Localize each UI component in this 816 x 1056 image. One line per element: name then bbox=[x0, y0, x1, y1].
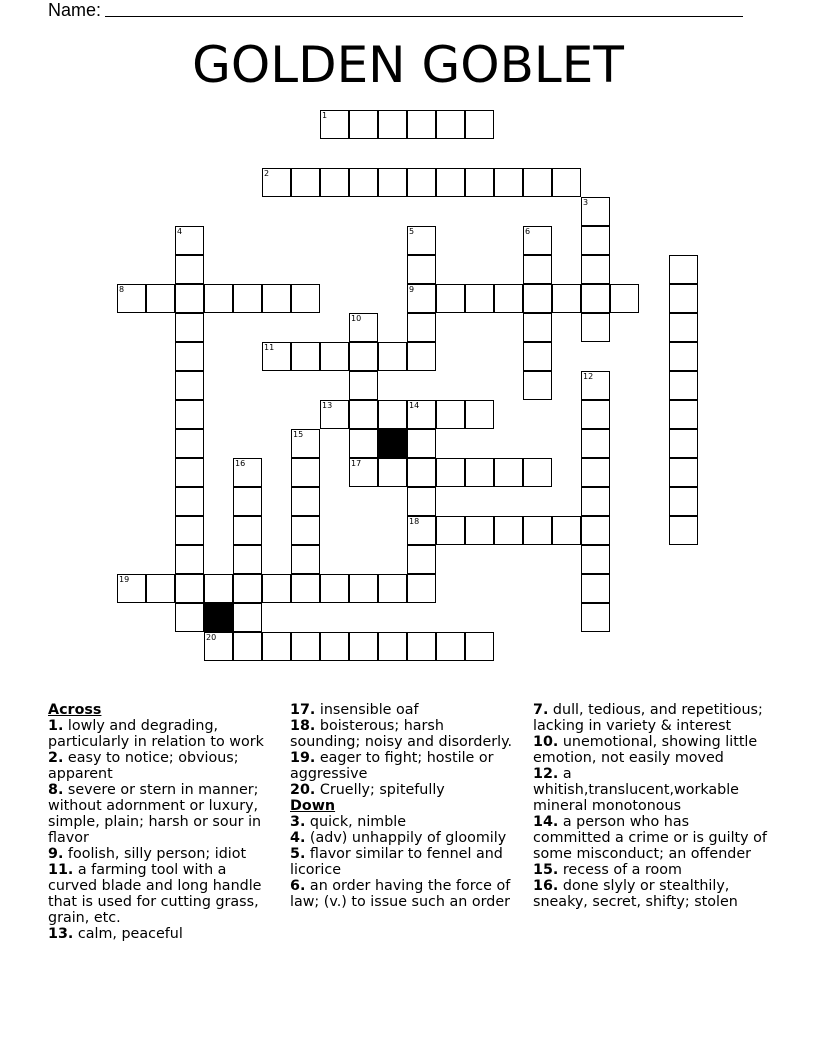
grid-cell[interactable] bbox=[436, 168, 465, 197]
grid-cell[interactable] bbox=[233, 545, 262, 574]
grid-cell[interactable] bbox=[581, 226, 610, 255]
grid-cell[interactable] bbox=[262, 284, 291, 313]
grid-cell[interactable] bbox=[175, 458, 204, 487]
clue-item-number: 11. bbox=[48, 862, 74, 878]
clue-item-number: 14. bbox=[533, 814, 559, 830]
grid-cell[interactable] bbox=[581, 313, 610, 342]
grid-cell[interactable] bbox=[581, 284, 610, 313]
clue-item-text: insensible oaf bbox=[315, 702, 419, 718]
grid-cell[interactable] bbox=[523, 255, 552, 284]
grid-cell[interactable] bbox=[581, 371, 610, 400]
clue-number: 8 bbox=[119, 285, 125, 294]
grid-cell[interactable] bbox=[349, 371, 378, 400]
black-cell bbox=[204, 603, 233, 632]
clue-number: 3 bbox=[583, 198, 589, 207]
clues-column-1 bbox=[48, 702, 274, 942]
grid-cell[interactable] bbox=[581, 487, 610, 516]
clue-item-number: 20. bbox=[290, 782, 316, 798]
clue-number: 20 bbox=[206, 633, 217, 642]
grid-cell[interactable] bbox=[175, 313, 204, 342]
grid-cell[interactable] bbox=[407, 458, 436, 487]
grid-cell[interactable] bbox=[291, 545, 320, 574]
grid-cell[interactable] bbox=[146, 574, 175, 603]
clue-item-number: 6. bbox=[290, 878, 306, 894]
clue-item-number: 15. bbox=[533, 862, 559, 878]
clue-item bbox=[533, 814, 769, 862]
clue-number: 19 bbox=[119, 575, 130, 584]
clue-item bbox=[48, 782, 274, 846]
grid-cell[interactable] bbox=[175, 284, 204, 313]
clue-item-text: severe or stern in manner; without adornment or luxury, simple, plain; harsh or sour in flavor bbox=[48, 782, 262, 846]
grid-cell[interactable] bbox=[407, 342, 436, 371]
grid-cell[interactable] bbox=[581, 458, 610, 487]
grid-cell[interactable] bbox=[175, 226, 204, 255]
clue-item bbox=[290, 782, 518, 798]
grid-cell[interactable] bbox=[436, 516, 465, 545]
clue-item-text: recess of a room bbox=[558, 862, 682, 878]
grid-cell[interactable] bbox=[581, 197, 610, 226]
clue-item-number: 1. bbox=[48, 718, 64, 734]
clue-item bbox=[290, 846, 518, 878]
grid-cell[interactable] bbox=[233, 516, 262, 545]
clue-item bbox=[290, 830, 518, 846]
grid-cell[interactable] bbox=[378, 574, 407, 603]
clue-item bbox=[48, 846, 274, 862]
clue-number: 15 bbox=[293, 430, 304, 439]
grid-cell[interactable] bbox=[233, 603, 262, 632]
clue-item bbox=[48, 718, 274, 750]
clue-item-number: 2. bbox=[48, 750, 64, 766]
grid-cell[interactable] bbox=[175, 400, 204, 429]
grid-cell[interactable] bbox=[175, 603, 204, 632]
clue-item-number: 16. bbox=[533, 878, 559, 894]
grid-cell[interactable] bbox=[552, 516, 581, 545]
grid-cell[interactable] bbox=[494, 458, 523, 487]
grid-cell[interactable] bbox=[175, 429, 204, 458]
grid-cell[interactable] bbox=[320, 400, 349, 429]
clue-number: 14 bbox=[409, 401, 420, 410]
across-header: Across bbox=[48, 702, 102, 718]
clue-item-number: 17. bbox=[290, 702, 316, 718]
clue-number: 17 bbox=[351, 459, 362, 468]
grid-cell[interactable] bbox=[291, 574, 320, 603]
name-label: Name: bbox=[48, 0, 102, 20]
clue-item-number: 13. bbox=[48, 926, 74, 942]
grid-cell[interactable] bbox=[233, 487, 262, 516]
grid-cell[interactable] bbox=[320, 574, 349, 603]
clue-item bbox=[533, 878, 769, 910]
page-title: GOLDEN GOBLET bbox=[192, 36, 624, 94]
clue-number: 12 bbox=[583, 372, 594, 381]
clue-number: 10 bbox=[351, 314, 362, 323]
clue-number: 4 bbox=[177, 227, 183, 236]
grid-cell[interactable] bbox=[581, 429, 610, 458]
grid-cell[interactable] bbox=[436, 458, 465, 487]
clue-item-text: a farming tool with a curved blade and long handle that is used for cutting grass, grain, etc. bbox=[48, 862, 262, 926]
grid-cell[interactable] bbox=[669, 487, 698, 516]
grid-cell[interactable] bbox=[233, 284, 262, 313]
clue-item-number: 4. bbox=[290, 830, 306, 846]
grid-cell[interactable] bbox=[320, 342, 349, 371]
grid-cell[interactable] bbox=[436, 110, 465, 139]
grid-cell[interactable] bbox=[669, 400, 698, 429]
grid-cell[interactable] bbox=[581, 400, 610, 429]
grid-cell[interactable] bbox=[407, 516, 436, 545]
grid-cell[interactable] bbox=[349, 632, 378, 661]
grid-cell[interactable] bbox=[146, 284, 175, 313]
grid-cell[interactable] bbox=[117, 284, 146, 313]
clue-number: 16 bbox=[235, 459, 246, 468]
grid-cell[interactable] bbox=[378, 458, 407, 487]
grid-cell[interactable] bbox=[552, 168, 581, 197]
grid-cell[interactable] bbox=[523, 226, 552, 255]
grid-cell[interactable] bbox=[494, 168, 523, 197]
grid-cell[interactable] bbox=[291, 632, 320, 661]
black-cell bbox=[378, 429, 407, 458]
grid-cell[interactable] bbox=[581, 255, 610, 284]
clue-number: 2 bbox=[264, 169, 270, 178]
grid-cell[interactable] bbox=[523, 168, 552, 197]
grid-cell[interactable] bbox=[436, 400, 465, 429]
clue-item-text: easy to notice; obvious; apparent bbox=[48, 750, 239, 782]
clue-item-text: a whitish,translucent,workable mineral monotonous bbox=[533, 766, 739, 814]
grid-cell[interactable] bbox=[233, 574, 262, 603]
grid-cell[interactable] bbox=[349, 168, 378, 197]
clue-item bbox=[290, 718, 518, 750]
grid-cell[interactable] bbox=[378, 342, 407, 371]
grid-cell[interactable] bbox=[349, 342, 378, 371]
grid-cell[interactable] bbox=[669, 255, 698, 284]
clue-item-text: unemotional, showing little emotion, not easily moved bbox=[533, 734, 758, 766]
grid-cell[interactable] bbox=[291, 516, 320, 545]
grid-cell[interactable] bbox=[465, 284, 494, 313]
grid-cell[interactable] bbox=[523, 284, 552, 313]
clue-item bbox=[290, 702, 518, 718]
grid-cell[interactable] bbox=[291, 168, 320, 197]
grid-cell[interactable] bbox=[465, 110, 494, 139]
grid-cell[interactable] bbox=[291, 487, 320, 516]
grid-cell[interactable] bbox=[320, 168, 349, 197]
clue-item-text: done slyly or stealthily, sneaky, secret, shifty; stolen bbox=[533, 878, 738, 910]
grid-cell[interactable] bbox=[581, 545, 610, 574]
grid-cell[interactable] bbox=[436, 284, 465, 313]
clue-item bbox=[533, 766, 769, 814]
grid-cell[interactable] bbox=[465, 516, 494, 545]
grid-cell[interactable] bbox=[291, 458, 320, 487]
grid-cell[interactable] bbox=[436, 632, 465, 661]
grid-cell[interactable] bbox=[407, 429, 436, 458]
grid-cell[interactable] bbox=[175, 255, 204, 284]
grid-cell[interactable] bbox=[669, 313, 698, 342]
grid-cell[interactable] bbox=[204, 284, 233, 313]
grid-cell[interactable] bbox=[581, 516, 610, 545]
clue-item-text: an order having the force of law; (v.) to issue such an order bbox=[290, 878, 511, 910]
clue-item-text: boisterous; harsh sounding; noisy and disorderly. bbox=[290, 718, 513, 750]
grid-cell[interactable] bbox=[523, 458, 552, 487]
grid-cell[interactable] bbox=[291, 429, 320, 458]
grid-cell[interactable] bbox=[175, 371, 204, 400]
clue-item-number: 18. bbox=[290, 718, 316, 734]
clue-item bbox=[48, 750, 274, 782]
grid-cell[interactable] bbox=[523, 313, 552, 342]
clue-number: 5 bbox=[409, 227, 415, 236]
clue-item-number: 10. bbox=[533, 734, 559, 750]
grid-cell[interactable] bbox=[407, 168, 436, 197]
clue-item-text: a person who has committed a crime or is guilty of some misconduct; an offender bbox=[533, 814, 767, 862]
clue-number: 1 bbox=[322, 111, 328, 120]
grid-cell[interactable] bbox=[610, 284, 639, 313]
grid-cell[interactable] bbox=[465, 168, 494, 197]
grid-cell[interactable] bbox=[349, 313, 378, 342]
clue-number: 11 bbox=[264, 343, 275, 352]
grid-cell[interactable] bbox=[552, 284, 581, 313]
grid-cell[interactable] bbox=[349, 429, 378, 458]
clue-item-text: (adv) unhappily of gloomily bbox=[305, 830, 507, 846]
grid-cell[interactable] bbox=[465, 400, 494, 429]
clue-item bbox=[290, 814, 518, 830]
clue-item-text: flavor similar to fennel and licorice bbox=[290, 846, 503, 878]
clue-item bbox=[48, 926, 274, 942]
grid-cell[interactable] bbox=[320, 632, 349, 661]
grid-cell[interactable] bbox=[407, 400, 436, 429]
grid-cell[interactable] bbox=[407, 632, 436, 661]
clue-item-text: lowly and degrading, particularly in relation to work bbox=[48, 718, 264, 750]
grid-cell[interactable] bbox=[378, 110, 407, 139]
grid-cell[interactable] bbox=[669, 371, 698, 400]
grid-cell[interactable] bbox=[669, 458, 698, 487]
grid-cell[interactable] bbox=[262, 574, 291, 603]
clue-number: 18 bbox=[409, 517, 420, 526]
grid-cell[interactable] bbox=[233, 632, 262, 661]
grid-cell[interactable] bbox=[669, 284, 698, 313]
grid-cell[interactable] bbox=[523, 342, 552, 371]
grid-cell[interactable] bbox=[407, 313, 436, 342]
clue-item bbox=[533, 862, 769, 878]
grid-cell[interactable] bbox=[175, 342, 204, 371]
grid-cell[interactable] bbox=[669, 516, 698, 545]
grid-cell[interactable] bbox=[349, 110, 378, 139]
grid-cell[interactable] bbox=[117, 574, 146, 603]
grid-cell[interactable] bbox=[349, 458, 378, 487]
clue-item-number: 9. bbox=[48, 846, 64, 862]
clue-number: 6 bbox=[525, 227, 531, 236]
clue-item bbox=[533, 734, 769, 766]
clue-item-text: eager to fight; hostile or aggressive bbox=[290, 750, 494, 782]
clue-item-number: 19. bbox=[290, 750, 316, 766]
clue-number: 13 bbox=[322, 401, 333, 410]
grid-cell[interactable] bbox=[407, 226, 436, 255]
clues-column-2 bbox=[290, 702, 518, 910]
grid-cell[interactable] bbox=[669, 429, 698, 458]
grid-cell[interactable] bbox=[291, 342, 320, 371]
clue-item-text: quick, nimble bbox=[305, 814, 407, 830]
clue-item bbox=[48, 862, 274, 926]
clue-item-number: 8. bbox=[48, 782, 64, 798]
clue-item-text: dull, tedious, and repetitious; lacking in variety & interest bbox=[533, 702, 763, 734]
grid-cell[interactable] bbox=[494, 284, 523, 313]
grid-cell[interactable] bbox=[175, 516, 204, 545]
grid-cell[interactable] bbox=[465, 632, 494, 661]
grid-cell[interactable] bbox=[407, 284, 436, 313]
grid-cell[interactable] bbox=[262, 168, 291, 197]
grid-cell[interactable] bbox=[262, 632, 291, 661]
grid-cell[interactable] bbox=[175, 545, 204, 574]
grid-cell[interactable] bbox=[349, 400, 378, 429]
clue-item bbox=[533, 702, 769, 734]
grid-cell[interactable] bbox=[320, 110, 349, 139]
clue-item-text: Cruelly; spitefully bbox=[315, 782, 445, 798]
grid-cell[interactable] bbox=[669, 342, 698, 371]
grid-cell[interactable] bbox=[349, 574, 378, 603]
clue-item-number: 3. bbox=[290, 814, 306, 830]
grid-cell[interactable] bbox=[204, 632, 233, 661]
grid-cell[interactable] bbox=[378, 632, 407, 661]
clue-item-text: foolish, silly person; idiot bbox=[63, 846, 247, 862]
grid-cell[interactable] bbox=[523, 516, 552, 545]
grid-cell[interactable] bbox=[407, 574, 436, 603]
grid-cell[interactable] bbox=[175, 487, 204, 516]
grid-cell[interactable] bbox=[407, 545, 436, 574]
down-header: Down bbox=[290, 798, 336, 814]
clue-item-number: 5. bbox=[290, 846, 306, 862]
clue-item-text: calm, peaceful bbox=[73, 926, 183, 942]
grid-cell[interactable] bbox=[494, 516, 523, 545]
grid-cell[interactable] bbox=[523, 371, 552, 400]
grid-cell[interactable] bbox=[407, 487, 436, 516]
grid-cell[interactable] bbox=[407, 110, 436, 139]
grid-cell[interactable] bbox=[291, 284, 320, 313]
grid-cell[interactable] bbox=[407, 255, 436, 284]
grid-cell[interactable] bbox=[378, 400, 407, 429]
grid-cell[interactable] bbox=[465, 458, 494, 487]
clue-item-number: 7. bbox=[533, 702, 549, 718]
grid-cell[interactable] bbox=[581, 603, 610, 632]
grid-cell[interactable] bbox=[233, 458, 262, 487]
grid-cell[interactable] bbox=[175, 574, 204, 603]
clue-item-number: 12. bbox=[533, 766, 559, 782]
grid-cell[interactable] bbox=[262, 342, 291, 371]
clue-item bbox=[290, 878, 518, 910]
grid-cell[interactable] bbox=[581, 574, 610, 603]
clues-column-3 bbox=[533, 702, 769, 910]
clue-number: 9 bbox=[409, 285, 415, 294]
clue-item bbox=[290, 750, 518, 782]
grid-cell[interactable] bbox=[204, 574, 233, 603]
grid-cell[interactable] bbox=[378, 168, 407, 197]
